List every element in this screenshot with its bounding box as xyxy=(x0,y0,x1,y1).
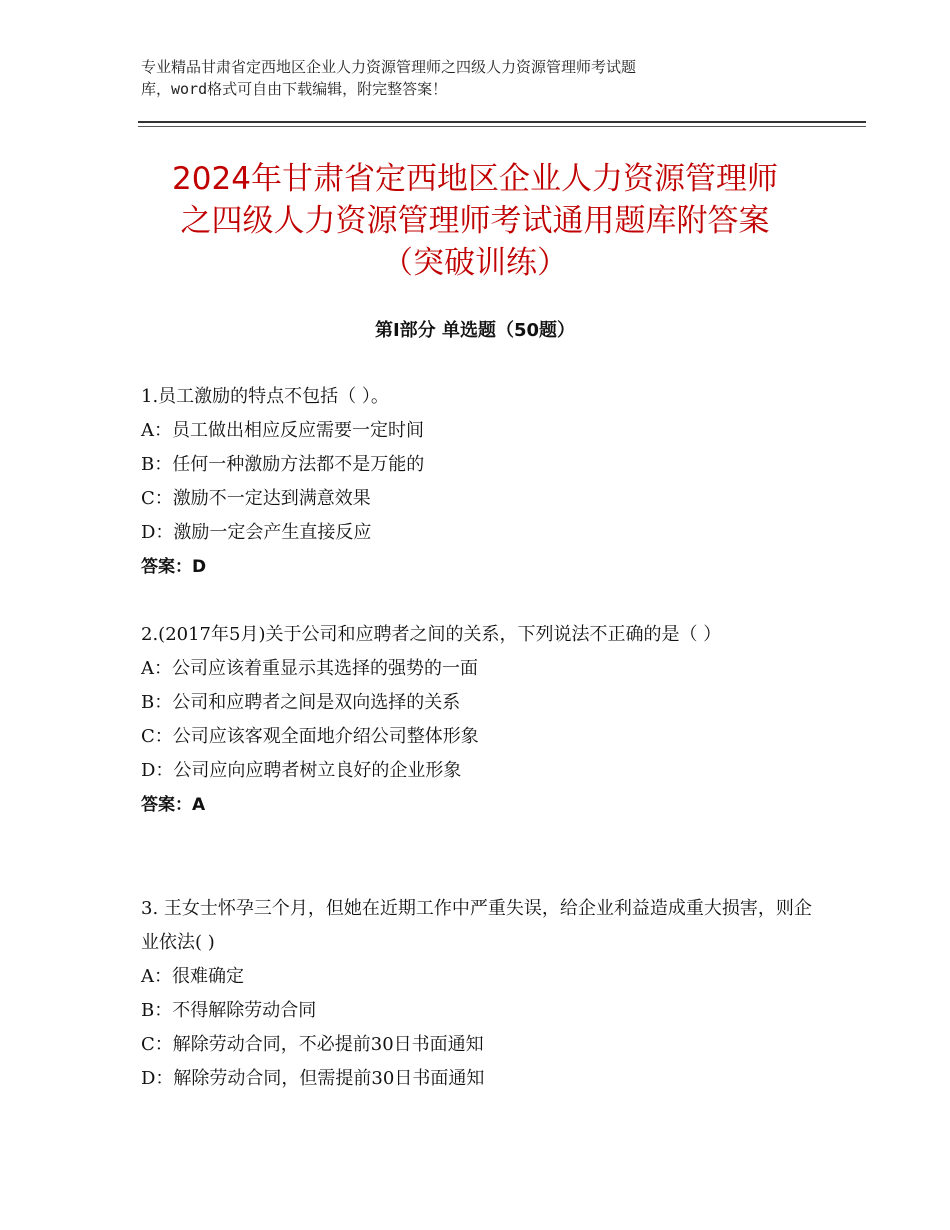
question-stem: 2.(2017年5月)关于公司和应聘者之间的关系，下列说法不正确的是（ ） xyxy=(141,624,722,645)
question-option: C：公司应该客观全面地介绍公司整体形象 xyxy=(141,726,479,747)
question-answer: 答案：D xyxy=(141,557,207,577)
question-option: D：激励一定会产生直接反应 xyxy=(141,522,372,543)
document-title-line-3: （突破训练） xyxy=(382,245,568,281)
question-stem: 3. 王女士怀孕三个月，但她在近期工作中严重失误，给企业利益造成重大损害，则企业依法( ) xyxy=(141,898,812,953)
question-option: A：很难确定 xyxy=(141,966,244,987)
question-option: C：解除劳动合同，不必提前30日书面通知 xyxy=(141,1034,484,1055)
document-title-line-1: 2024年甘肃省定西地区企业人力资源管理师 xyxy=(172,161,778,197)
question-answer: 答案：A xyxy=(141,795,206,815)
question-item xyxy=(141,380,821,584)
header-rule-thick xyxy=(138,121,866,123)
question-option: B：不得解除劳动合同 xyxy=(141,1000,317,1021)
question-option: B：任何一种激励方法都不是万能的 xyxy=(141,454,425,475)
header-note xyxy=(141,56,781,100)
question-option: C：激励不一定达到满意效果 xyxy=(141,488,371,509)
document-title-line-2: 之四级人力资源管理师考试通用题库附答案 xyxy=(180,203,770,239)
header-note-line-1: 专业精品甘肃省定西地区企业人力资源管理师之四级人力资源管理师考试题 xyxy=(141,58,637,76)
question-stem: 1.员工激励的特点不包括（ ）。 xyxy=(141,386,389,407)
document-title xyxy=(100,158,850,284)
question-option: D：解除劳动合同，但需提前30日书面通知 xyxy=(141,1068,485,1089)
question-item xyxy=(141,892,821,1096)
question-option: D：公司应向应聘者树立良好的企业形象 xyxy=(141,760,462,781)
question-item xyxy=(141,618,821,822)
header-rule-thin xyxy=(138,126,866,127)
question-option: A：员工做出相应反应需要一定时间 xyxy=(141,420,424,441)
section-heading: 第Ⅰ部分 单选题（50题） xyxy=(374,320,575,341)
question-option: B：公司和应聘者之间是双向选择的关系 xyxy=(141,692,461,713)
header-note-line-2: 库，word格式可自由下载编辑，附完整答案！ xyxy=(141,80,448,98)
question-option: A：公司应该着重显示其选择的强势的一面 xyxy=(141,658,478,679)
